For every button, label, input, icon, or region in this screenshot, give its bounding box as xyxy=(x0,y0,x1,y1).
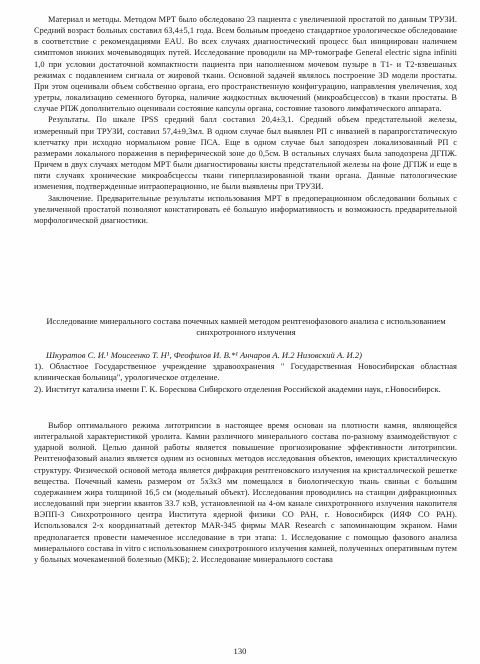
conclusion-paragraph: Заключение. Предварительные результаты использования МРТ в предоперационном обследовании больных с увеличенной простатой позволяют констатировать её большую информативность и возможность предварительной морфологической диагностики. xyxy=(34,193,457,225)
results-paragraph: Результаты. По шкале IPSS средний балл составил 20,4±3,1. Средний объем предстательной железы, измеренный при ТРУЗИ, составил 57,4±9,3мл. В одном случае был выявлен РП с инвазией в парапрогстатическую клетчатку при исходно нормальном ровне ПСА. Еще в одном случае был заподозрен локализованный РП с размерами локального поражения в периферической зоне до 0,5см. В остальных случаях была заподозрена ДГПЖ. Причем в двух случаях методом МРТ были диагностированы кисты предстательной железы на фоне ДГПЖ и еще в пяти случаях хронические микроабсцессы ткани гиперплазированной ткани органа. Данные патологические изменения, подтвержденные интраоперационно, не были выявлены при ТРУЗИ. xyxy=(34,115,457,192)
article-title: Исследование минерального состава почечных камней методом рентгенофазового анализа с использованием синхротронного излучения xyxy=(46,316,446,338)
authors-block xyxy=(34,350,457,395)
body-paragraph: Выбор оптимального режима литотрипсии в настоящее время основан на плотности камня, являющейся интегральной характеристикой уролита. Камни различного минерального состава по-разному взаимодействуют с ударной волной. Целью данной работы является повышение прогнозирование эффективности литотрипсии. Рентгенофазовый анализ является одним из основных методов исследования объектов, имеющих кристаллическую структуру. Физической основой метода является дифракция рентгеновского излучения на кристаллической решетке вещества. Почечный камень размером от 5х3х3 мм помещался в биологическую ткань свиньи с большим содержанием жира толщиной 16,5 см (модельный объект). Исследования проводились на станции дифракционных исследований при энергии квантов 33.7 кэВ, установленной на 4-ом канале синхротронного излучения накопителя ВЭПП-3 Синхротронного центра Института ядерной физики СО РАН, г. Новосибирск (ИЯФ СО РАН). Использовался 2-х координатный детектор MAR-345 фирмы MAR Research с запоминающим экраном. Нами предполагается провести намеченное исследование в три этапа: 1. Исследование с помощью фазового анализа минерального состава in vitro с использованием синхротронного излучения камней, полученных оперативным путем у больных мочекаменной болезнью (МКБ); 2. Исследование минерального состава xyxy=(34,421,457,564)
abstract-section xyxy=(34,14,457,226)
affiliation-1: 1). Областное Государственное учреждение здравоохранения " Государственная Новосибирская областная клиническая больница", урологическое отделение. xyxy=(34,361,457,383)
methods-paragraph: Материал и методы. Методом МРТ было обследовано 23 пациента с увеличенной простатой по данным ТРУЗИ. Средний возраст больных составил 63,4±5,1 года. Всем больным проедено стандартное урологическое обследование в соответствие с рекомендациями EAU. Во всех случаях диагностический процесс был инициирован наличием симптомов нижних мочевыводящих путей. Исследование проводили на МР-томографе General electric signa infiniti 1,0 при условии достаточной компактности пациента при наполненном мочевом пузыре в Т1- и Т2-взвешаных режимах с подавлением сигнала от жировой ткани. Основной задачей являлось построение 3D модели простаты. При этом оценивали объем собственно органа, его пространственную конфигурацию, направления увеличения, ход уретры, локализацию семенного бугорка, наличие жидкостных включений (микроабсцессов) в ткани простаты. В случае РПЖ дополнительно оценивали состояние капсулы органа, состояние тазового лимфатического аппарата. xyxy=(34,15,457,114)
affiliation-2: 2). Институт катализа имени Г. К. Борескова Сибирского отделения Российской академии наук, г.Новосибирск. xyxy=(34,383,441,394)
article-body xyxy=(34,420,457,565)
author-list: Шкуратов С. И.¹ Моисеенко Т. Н¹, Феофилов И. В.*¹ Анчаров А. И.2 Низовский А. И.2) xyxy=(46,350,363,360)
page-number: 130 xyxy=(233,646,247,656)
